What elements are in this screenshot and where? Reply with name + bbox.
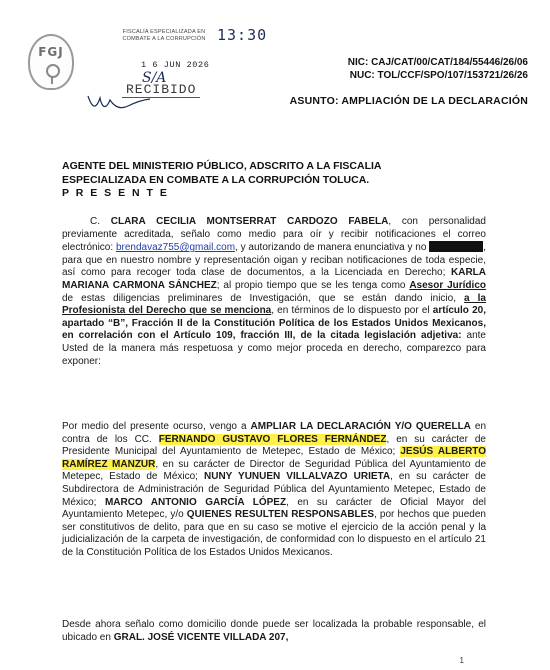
complainant-name: CLARA CECILIA MONTSERRAT CARDOZO FABELA (110, 216, 389, 227)
handwritten-time: 13:30 (217, 26, 268, 44)
accused-name: NUNY YUNUEN VILLALVAZO URIETA (204, 471, 391, 483)
logo-ring-icon (46, 64, 60, 78)
stamp-date: 1 6 JUN 2026 (141, 60, 210, 70)
paragraph-text: , en su carácter de Director de Seguridad Pública del Ayuntamiento de Metepec, Estado de México; (62, 458, 487, 483)
paragraph-text: , en su carácter de Oficial Mayor del Ayuntamiento Metepec, y/o (62, 496, 487, 521)
nuc-number: NUC: TOL/CCF/SPO/107/153721/26/26 (349, 70, 528, 81)
case-numbers (348, 56, 528, 82)
addressee-line: AGENTE DEL MINISTERIO PÚBLICO, ADSCRITO A LA FISCALIA (62, 160, 382, 172)
legal-role-detail: a la Profesionista del Derecho que se menciona (62, 292, 486, 317)
paragraph-text: , y autorizando de manera enunciativa y no (235, 242, 430, 254)
received-stamp: RECIBIDO (122, 82, 200, 98)
paragraph-text: , para que en nuestro nombre y representación oigan y reciban notificaciones de toda especie, así como para recoger toda clase de documentos, a la Licenciada en Derecho; (62, 242, 486, 279)
paragraph-text: , por hechos que pueden ser constitutivos de delito, para que en su caso se motive el ejercicio de la acción penal y la judicialización de la carpeta de investigación, de conformidad con lo dispuesto en el artículo 21 de la Constitución Política de los Estados Unidos Mexicanos. (62, 509, 486, 558)
legal-role: Asesor Jurídico (409, 279, 486, 291)
legal-article: artículo 20, apartado “B”, Fracción II de la Constitución Política de los Estados Unidos Mexicanos, en correlación con el Artículo 109, fracción III, de la citada legislación adjetiva: (62, 305, 486, 342)
paragraph-personality (62, 216, 486, 368)
paragraph-text: C. (90, 216, 111, 227)
addressee-block (62, 160, 482, 201)
handwritten-initials: S/A (142, 70, 167, 86)
logo-stem-icon (51, 77, 53, 84)
redaction-bar (429, 241, 483, 252)
institution-name: FISCALÍA ESPECIALIZADA EN COMBATE A LA CORRUPCIÓN (122, 29, 206, 42)
email-link[interactable]: brendavaz755@gmail.com (115, 242, 236, 254)
subject-line: ASUNTO: AMPLIACIÓN DE LA DECLARACIÓN (289, 95, 528, 107)
paragraph-text: , en su carácter de Presidente Municipal del Ayuntamiento de Metepec, Estado de México; (62, 433, 486, 458)
paragraph-text: , en términos de lo dispuesto por el (271, 305, 433, 317)
fgj-logo-seal (28, 34, 74, 90)
addressee-present: P R E S E N T E (62, 187, 169, 199)
signature-icon (84, 84, 154, 114)
paragraph-text: ante Usted de la manera más respetuosa y como mejor proceda en derecho, comparezco para exponer: (62, 330, 486, 367)
paragraph-text: Por medio del presente ocurso, vengo a (62, 421, 251, 432)
paragraph-text: , en su carácter de Subdirectora de Administración de Seguridad Pública del Ayuntamiento Metepec, Estado de México; (62, 471, 486, 508)
paragraph-address (62, 619, 486, 644)
paragraph-text: de estas diligencias preliminares de Investigación, que se están dando inicio, (62, 292, 465, 304)
paragraph-text: , con personalidad previamente acreditada, señalo como medio para oír y recibir notificaciones el correo electrónico: (62, 216, 486, 254)
accused-name-highlighted: FERNANDO GUSTAVO FLORES FERNÁNDEZ (158, 433, 387, 445)
responsible-parties: QUIENES RESULTEN RESPONSABLES (186, 509, 374, 521)
paragraph-text: en contra de los CC. (62, 421, 487, 445)
logo-text: FGJ (38, 45, 64, 59)
addressee-line: ESPECIALIZADA EN COMBATE A LA CORRUPCIÓN TOLUCA. (62, 173, 370, 186)
accused-name-highlighted: JESÚS ALBERTO RAMÍREZ MANZUR (62, 446, 486, 470)
paragraph-complaint (62, 421, 486, 560)
paragraph-text: ; al propio tiempo que se les tenga como (216, 279, 410, 291)
nic-number: NIC: CAJ/CAT/00/CAT/184/55446/26/06 (347, 57, 528, 68)
action-heading: AMPLIAR LA DECLARACIÓN Y/O QUERELLA (250, 421, 471, 432)
paragraph-text: Desde ahora señalo como domicilio donde puede ser localizada la probable responsable, el ubicado en (62, 619, 486, 643)
accused-name: MARCO ANTONIO GARCÍA LÓPEZ (104, 496, 287, 508)
lawyer-name: KARLA MARIANA CARMONA SÁNCHEZ (62, 267, 486, 291)
address-text: GRAL. JOSÉ VICENTE VILLADA 207, (113, 631, 289, 643)
page-number: 1 (459, 656, 464, 665)
